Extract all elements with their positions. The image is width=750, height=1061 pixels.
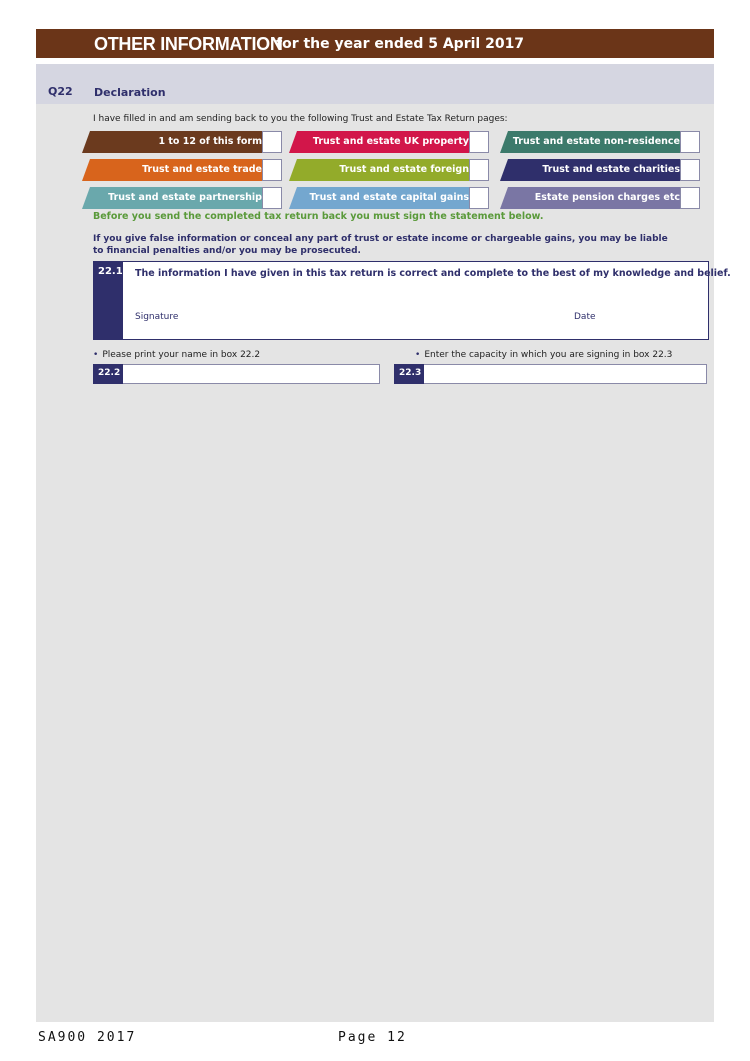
page-option[interactable] xyxy=(289,131,497,153)
name-instruction-text: Please print your name in box 22.2 xyxy=(102,350,261,360)
page-option-checkbox[interactable] xyxy=(680,131,700,153)
date-label: Date xyxy=(574,312,596,322)
page-option-checkbox[interactable] xyxy=(262,131,282,153)
declaration-statement: The information I have given in this tax return is correct and complete to the best of my knowledge and belief. xyxy=(135,268,731,279)
page-option[interactable] xyxy=(289,159,497,181)
sign-reminder: Before you send the completed tax return back you must sign the statement below. xyxy=(93,211,544,222)
page-option-checkbox[interactable] xyxy=(469,159,489,181)
page-option-label: Estate pension charges etc xyxy=(534,192,680,203)
page-option-label: Trust and estate charities xyxy=(542,164,680,175)
signature-label: Signature xyxy=(135,312,179,322)
capacity-instruction-text: Enter the capacity in which you are signing in box 22.3 xyxy=(424,350,673,360)
question-number: Q22 xyxy=(48,85,73,98)
page-option-label: Trust and estate trade xyxy=(142,164,262,175)
page-number: Page 12 xyxy=(338,1030,407,1045)
declaration-box-number: 22.1 xyxy=(93,261,123,340)
page-option-label: 1 to 12 of this form xyxy=(158,136,262,147)
question-title: Declaration xyxy=(94,86,166,99)
name-input[interactable] xyxy=(93,364,380,384)
capacity-box-number: 22.3 xyxy=(394,364,424,384)
page-option-label: Trust and estate UK property xyxy=(312,136,469,147)
page-option[interactable] xyxy=(289,187,497,209)
penalty-warning xyxy=(93,233,693,257)
page-option[interactable] xyxy=(500,159,708,181)
page-option-checkbox[interactable] xyxy=(680,159,700,181)
section-header xyxy=(36,29,714,58)
capacity-instruction xyxy=(415,350,672,360)
form-code: SA900 2017 xyxy=(38,1030,137,1045)
page-option[interactable] xyxy=(82,159,290,181)
section-title: OTHER INFORMATION xyxy=(94,34,283,54)
page-option-checkbox[interactable] xyxy=(469,131,489,153)
page-option[interactable] xyxy=(82,131,290,153)
bullet-icon: • xyxy=(415,350,421,360)
page-option-label: Trust and estate capital gains xyxy=(309,192,469,203)
section-subtitle: for the year ended 5 April 2017 xyxy=(276,36,525,52)
page-option-checkbox[interactable] xyxy=(469,187,489,209)
intro-text: I have filled in and am sending back to you the following Trust and Estate Tax Return pages: xyxy=(93,114,508,124)
page-option[interactable] xyxy=(500,131,708,153)
page-option-checkbox[interactable] xyxy=(262,159,282,181)
penalty-warning-line2: to financial penalties and/or you may be prosecuted. xyxy=(93,246,361,256)
penalty-warning-line1: If you give false information or conceal any part of trust or estate income or chargeable gains, you may be liable xyxy=(93,234,668,244)
page-option-checkbox[interactable] xyxy=(262,187,282,209)
page-option[interactable] xyxy=(500,187,708,209)
page-option-label: Trust and estate partnership xyxy=(108,192,262,203)
bullet-icon: • xyxy=(93,350,99,360)
page-option[interactable] xyxy=(82,187,290,209)
name-instruction xyxy=(93,350,260,360)
capacity-input[interactable] xyxy=(394,364,707,384)
page-option-label: Trust and estate foreign xyxy=(339,164,469,175)
page-option-checkbox[interactable] xyxy=(680,187,700,209)
page-option-label: Trust and estate non-residence xyxy=(512,136,680,147)
name-box-number: 22.2 xyxy=(93,364,123,384)
